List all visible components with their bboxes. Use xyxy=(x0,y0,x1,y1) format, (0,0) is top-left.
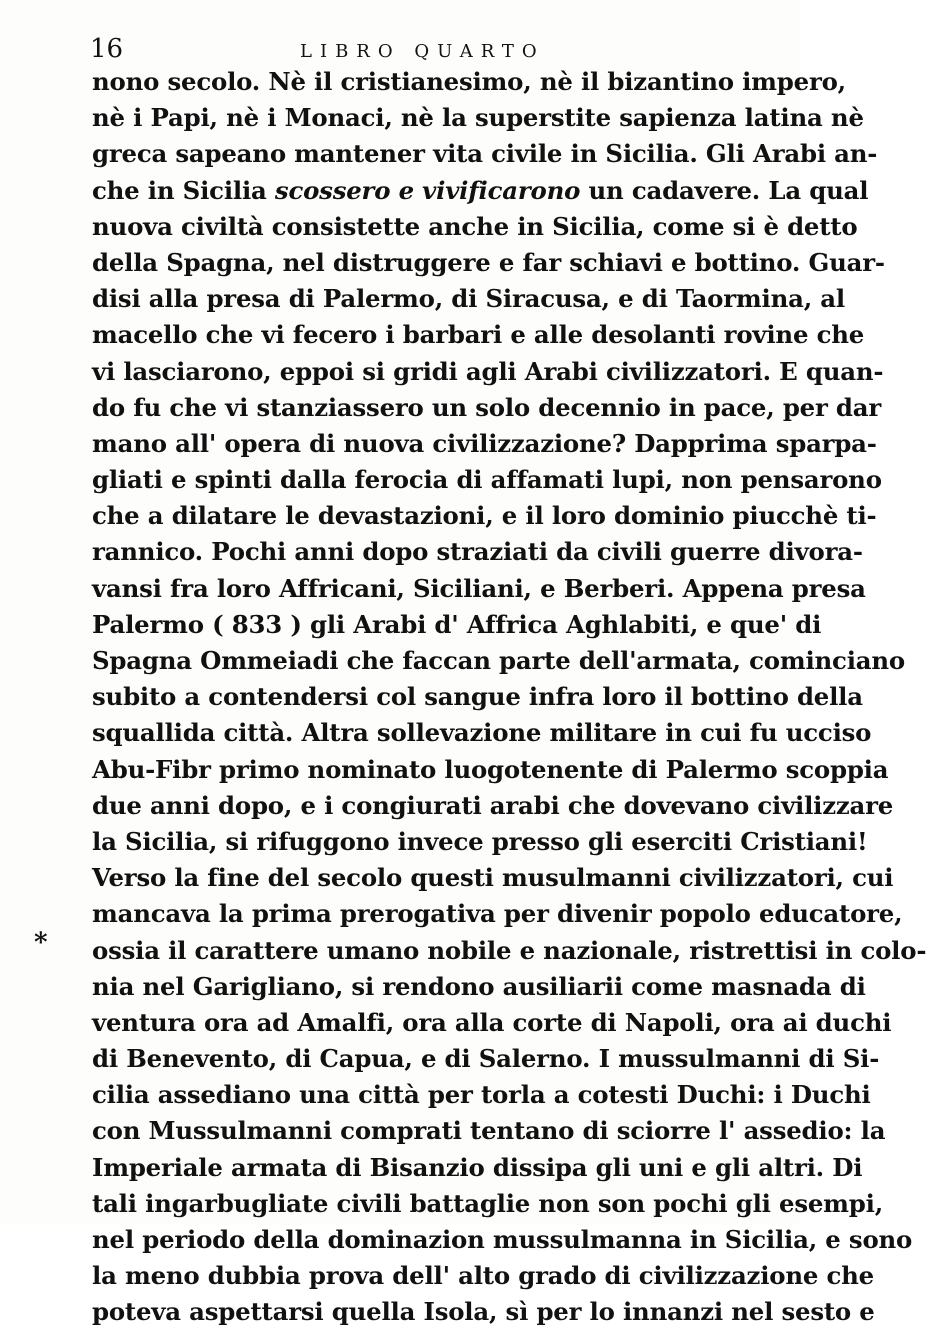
text-line: gliati e spinti dalla ferocia di affamati lupi, non pensarono xyxy=(92,465,882,495)
page-header xyxy=(90,34,770,68)
text-line: ossia il carattere umano nobile e nazionale, ristrettisi in colo- xyxy=(92,935,926,965)
text-line: vi lasciarono, eppoi si gridi agli Arabi civilizzatori. E quan- xyxy=(92,356,884,386)
text-line: tali ingarbugliate civili battaglie non son pochi gli esempi, xyxy=(92,1188,883,1218)
text-line: cilia assediano una città per torla a cotesti Duchi: i Duchi xyxy=(92,1080,871,1110)
text-line: della Spagna, nel distruggere e far schiavi e bottino. Guar- xyxy=(92,247,885,277)
text-line: vansi fra loro Affricani, Siciliani, e Berberi. Appena presa xyxy=(92,573,866,603)
text-line: di Benevento, di Capua, e di Salerno. I mussulmanni di Si- xyxy=(92,1044,880,1074)
text-line: disi alla presa di Palermo, di Siracusa, e di Taormina, al xyxy=(92,284,845,314)
text-line: nia nel Garigliano, si rendono ausiliarii come masnada di xyxy=(92,971,866,1001)
text-line: che in Sicilia scossero e vivificarono un cadavere. La qual xyxy=(92,175,869,205)
text-line: che a dilatare le devastazioni, e il loro dominio piucchè ti- xyxy=(92,501,877,531)
text-line: nè i Papi, nè i Monaci, nè la superstite sapienza latina nè xyxy=(92,103,864,133)
text-line: do fu che vi stanziassero un solo decennio in pace, per dar xyxy=(92,392,882,422)
text-line: Palermo ( 833 ) gli Arabi d' Affrica Aghlabiti, e que' di xyxy=(92,609,822,639)
text-line: la meno dubbia prova dell' alto grado di civilizzazione che xyxy=(92,1261,874,1291)
margin-asterisk: * xyxy=(34,928,48,958)
text-line: mano all' opera di nuova civilizzazione? Dapprima sparpa- xyxy=(92,428,877,458)
text-line: la Sicilia, si rifuggono invece presso gli eserciti Cristiani! xyxy=(92,826,868,856)
text-line: due anni dopo, e i congiurati arabi che dovevano civilizzare xyxy=(92,790,894,820)
running-head: LIBRO QUARTO xyxy=(300,41,545,62)
text-line: nuova civiltà consistette anche in Sicilia, come si è detto xyxy=(92,211,858,241)
text-line: poteva aspettarsi quella Isola, sì per lo innanzi nel sesto e xyxy=(92,1297,875,1327)
text-line: nel periodo della dominazion mussulmanna in Sicilia, e sono xyxy=(92,1225,913,1254)
text-line: ventura ora ad Amalfi, ora alla corte di Napoli, ora ai duchi xyxy=(92,1007,892,1037)
body-text xyxy=(92,64,926,1331)
text-line: mancava la prima prerogativa per divenir popolo educatore, xyxy=(92,899,903,929)
text-line: Spagna Ommeiadi che faccan parte dell'armata, cominciano xyxy=(92,646,905,675)
page-number: 16 xyxy=(90,34,124,64)
text-line: squallida città. Altra sollevazione militare in cui fu ucciso xyxy=(92,718,872,748)
text-line: greca sapeano mantener vita civile in Sicilia. Gli Arabi an- xyxy=(92,139,878,169)
text-line: Imperiale armata di Bisanzio dissipa gli uni e gli altri. Di xyxy=(92,1152,863,1182)
text-line: nono secolo. Nè il cristianesimo, nè il bizantino impero, xyxy=(92,67,846,96)
text-line: macello che vi fecero i barbari e alle desolanti rovine che xyxy=(92,320,865,350)
text-line: con Mussulmanni comprati tentano di sciorre l' assedio: la xyxy=(92,1116,886,1146)
text-line: Abu-Fibr primo nominato luogotenente di Palermo scoppia xyxy=(92,754,889,784)
italic-phrase: scossero e vivificarono xyxy=(274,175,581,205)
text-line: subito a contendersi col sangue infra loro il bottino della xyxy=(92,682,863,712)
text-line: Verso la fine del secolo questi musulmanni civilizzatori, cui xyxy=(92,863,894,893)
text-line: rannico. Pochi anni dopo straziati da civili guerre divora- xyxy=(92,537,863,567)
